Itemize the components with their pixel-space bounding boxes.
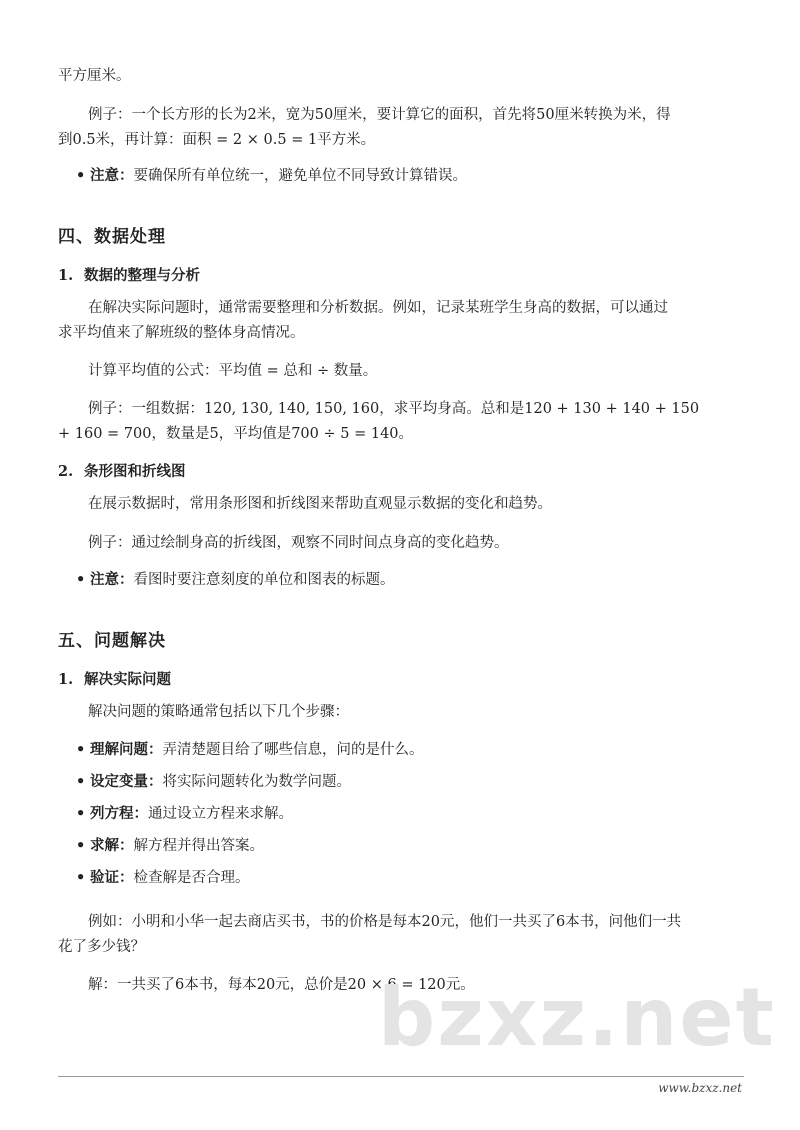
section-4-sub-2-number: 2.: [58, 463, 74, 480]
note-charts: [76, 568, 395, 589]
step-item: [76, 802, 293, 823]
step-label: 理解问题：: [90, 741, 163, 758]
step-label: 设定变量：: [90, 773, 163, 790]
example-area-line-2: 到0.5米，再计算：面积 = 2 × 0.5 = 1平方米。: [58, 132, 376, 148]
step-text: 将实际问题转化为数学问题。: [162, 774, 351, 790]
bullet-dot-icon: •: [76, 869, 86, 886]
note-units: [76, 164, 467, 185]
section-4-sub-2-title: 条形图和折线图: [84, 463, 186, 480]
bullet-dot-icon: •: [76, 571, 86, 588]
section-5-title: 五、问题解决: [58, 631, 166, 651]
section-4-sub-1-title: 数据的整理与分析: [84, 267, 200, 284]
note-text: 要确保所有单位统一，避免单位不同导致计算错误。: [133, 168, 467, 184]
section-5-sub-1-number: 1.: [58, 671, 74, 688]
section-5-sub-1-heading: [58, 668, 171, 689]
section-4-sub-1-number: 1.: [58, 267, 74, 284]
step-text: 检查解是否合理。: [133, 870, 250, 886]
section-4-sub-1-heading: [58, 264, 200, 285]
book-example-line-1: 例如：小明和小华一起去商店买书，书的价格是每本20元，他们一共买了6本书，问他们一共: [88, 914, 682, 930]
note-text: 看图时要注意刻度的单位和图表的标题。: [133, 572, 395, 588]
chart-example: 例子：通过绘制身高的折线图，观察不同时间点身高的变化趋势。: [88, 535, 509, 551]
step-text: 解方程并得出答案。: [133, 838, 264, 854]
step-text: 通过设立方程来求解。: [148, 806, 293, 822]
step-text: 弄清楚题目给了哪些信息，问的是什么。: [162, 742, 424, 758]
watermark-logo: bzxz.net: [378, 971, 776, 1064]
book-example-line-2: 花了多少钱？: [58, 939, 145, 955]
average-example-line-2: + 160 = 700，数量是5，平均值是700 ÷ 5 = 140。: [58, 426, 414, 442]
average-formula: 计算平均值的公式：平均值 = 总和 ÷ 数量。: [88, 363, 378, 379]
section-4-sub-2-heading: [58, 460, 186, 481]
section-4-title: 四、数据处理: [58, 227, 166, 247]
section-4-para-1-line-2: 求平均值来了解班级的整体身高情况。: [58, 325, 305, 341]
example-area-line-1: 例子：一个长方形的长为2米，宽为50厘米，要计算它的面积，首先将50厘米转换为米，得: [88, 107, 671, 123]
book-solution: 解：一共买了6本书，每本20元，总价是20 × 6 = 120元。: [88, 977, 475, 993]
step-item: [76, 738, 424, 759]
bullet-dot-icon: •: [76, 741, 86, 758]
bullet-dot-icon: •: [76, 805, 86, 822]
bullet-dot-icon: •: [76, 167, 86, 184]
step-item: [76, 866, 250, 887]
step-label: 求解：: [90, 837, 134, 854]
step-item: [76, 834, 264, 855]
intro-tail-text: 平方厘米。: [58, 68, 131, 84]
step-label: 列方程：: [90, 805, 148, 822]
step-label: 验证：: [90, 869, 134, 886]
note-label: 注意：: [90, 167, 134, 184]
section-4-para-1-line-1: 在解决实际问题时，通常需要整理和分析数据。例如，记录某班学生身高的数据，可以通过: [88, 300, 668, 316]
bullet-dot-icon: •: [76, 773, 86, 790]
step-item: [76, 770, 351, 791]
average-example-line-1: 例子：一组数据：120, 130, 140, 150, 160，求平均身高。总和是120 + 130 + 140 + 150: [88, 401, 700, 417]
footer-url: www.bzxz.net: [658, 1081, 742, 1095]
footer-divider: [58, 1076, 744, 1077]
section-5-sub-1-title: 解决实际问题: [84, 671, 171, 688]
section-4-para-2: 在展示数据时，常用条形图和折线图来帮助直观显示数据的变化和趋势。: [88, 496, 552, 512]
bullet-dot-icon: •: [76, 837, 86, 854]
steps-intro: 解决问题的策略通常包括以下几个步骤：: [88, 704, 349, 720]
note-label: 注意：: [90, 571, 134, 588]
